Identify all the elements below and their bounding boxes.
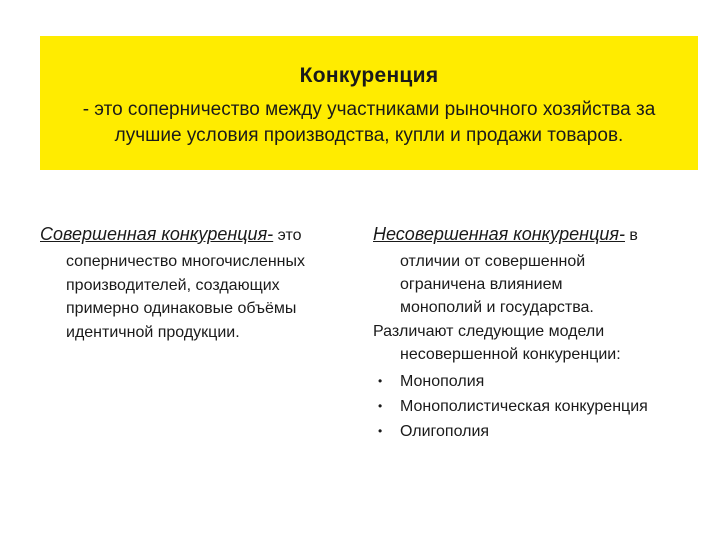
- definition-line: лучшие условия производства, купли и продажи товаров.: [114, 125, 624, 146]
- description-line: производителей, создающих: [66, 276, 280, 294]
- models-intro: Различают следующие модели: [373, 323, 605, 340]
- definition-line: - это соперничество между участниками рыночного хозяйства за: [82, 99, 656, 120]
- bullet-icon: •: [378, 374, 383, 388]
- models-list: [373, 369, 703, 444]
- list-item: [373, 369, 703, 394]
- heading-suffix: это: [273, 227, 302, 244]
- description-line: отличии от совершенной: [400, 253, 586, 270]
- description-line: соперничество многочисленных: [66, 253, 305, 270]
- description-line: примерно одинаковые объёмы: [66, 300, 297, 317]
- competition-definition: [46, 97, 692, 149]
- description-line: ограничена влиянием: [400, 276, 563, 293]
- model-label: Монополистическая конкуренция: [400, 398, 648, 415]
- heading-suffix: в: [624, 227, 638, 244]
- imperfect-competition-block: [373, 222, 703, 444]
- perfect-competition-term: Совершенная конкуренция-: [40, 224, 274, 244]
- description-line: идентичной продукции.: [66, 323, 240, 341]
- model-label: Олигополия: [400, 423, 490, 440]
- perfect-competition-block: [40, 222, 360, 344]
- models-intro-continuation: несовершенной конкуренции:: [400, 346, 621, 363]
- bullet-icon: •: [378, 424, 383, 438]
- list-item: [373, 394, 703, 419]
- perfect-competition-description: [40, 250, 360, 344]
- imperfect-competition-heading: [373, 222, 703, 248]
- bullet-icon: •: [378, 399, 383, 413]
- model-label: Монополия: [400, 373, 485, 390]
- list-item: [373, 419, 703, 444]
- description-line: монополий и государства.: [400, 299, 594, 316]
- imperfect-competition-term: Несовершенная конкуренция-: [373, 224, 625, 244]
- definition-banner: [40, 36, 698, 170]
- imperfect-competition-description: [373, 250, 703, 319]
- perfect-competition-heading: [40, 222, 360, 248]
- page-title: Конкуренция: [299, 64, 439, 87]
